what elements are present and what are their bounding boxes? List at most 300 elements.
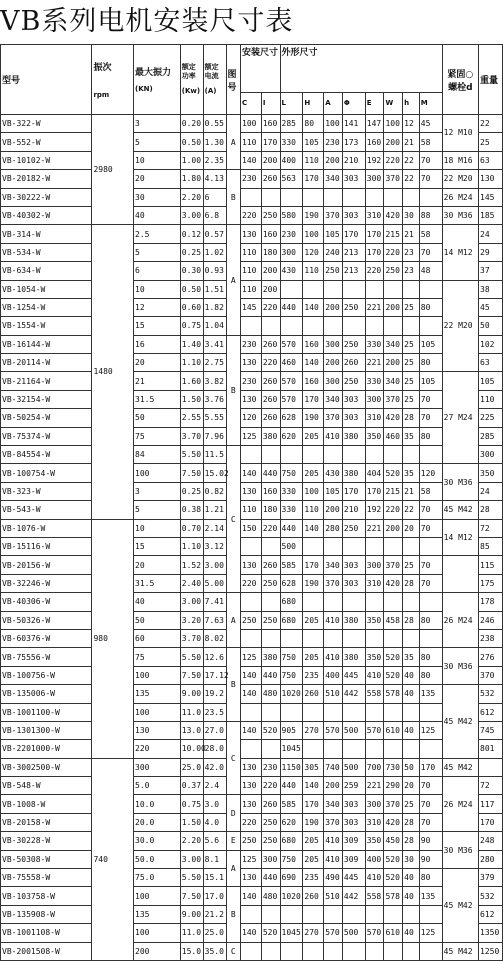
table-row <box>1 740 503 758</box>
dim-cell: 440 <box>280 777 303 795</box>
bolt-cell: 30 M36 <box>442 648 478 685</box>
dim-cell: 290 <box>384 777 403 795</box>
force-cell: 40 <box>134 206 181 224</box>
dim-cell: 28 <box>403 813 420 831</box>
dim-cell: 190 <box>303 409 324 427</box>
weight-cell: 276 <box>479 648 503 666</box>
model-cell: VB-1001100-W <box>1 703 92 721</box>
weight-cell: 370 <box>479 666 503 684</box>
dim-cell <box>241 537 262 555</box>
weight-cell: 29 <box>479 243 503 261</box>
weight-cell: 110 <box>479 390 503 408</box>
col-power-unit: (Kw) <box>181 87 201 95</box>
dim-cell: 221 <box>365 519 384 537</box>
dim-cell: 140 <box>241 666 262 684</box>
force-cell: 20 <box>134 170 181 188</box>
figure-cell: C <box>226 446 241 593</box>
dim-cell: 303 <box>342 556 365 574</box>
dim-cell: 220 <box>241 206 262 224</box>
current-cell: 42.0 <box>203 758 226 776</box>
force-cell: 31.5 <box>134 390 181 408</box>
model-cell: VB-103758-W <box>1 887 92 905</box>
weight-cell: 1250 <box>479 942 503 960</box>
current-cell: 4.13 <box>203 170 226 188</box>
col-dim-0: C <box>241 93 262 115</box>
bolt-cell: 27 M24 <box>442 372 478 464</box>
dim-cell: 563 <box>280 170 303 188</box>
dim-cell: 500 <box>280 537 303 555</box>
weight-cell: 38 <box>479 280 503 298</box>
bolt-cell: 14 M12 <box>442 225 478 280</box>
dim-cell: 340 <box>324 556 343 574</box>
weight-cell: 24 <box>479 482 503 500</box>
dim-cell: 610 <box>384 721 403 739</box>
dim-cell: 70 <box>419 574 442 592</box>
dim-cell: 147 <box>365 115 384 133</box>
dim-cell: 110 <box>241 243 262 261</box>
dim-cell: 160 <box>303 335 324 353</box>
dim-cell: 70 <box>419 501 442 519</box>
dim-cell <box>280 942 303 960</box>
dim-cell: 130 <box>241 556 262 574</box>
dim-cell: 110 <box>241 133 262 151</box>
dim-cell: 420 <box>384 206 403 224</box>
dim-cell: 250 <box>261 611 280 629</box>
dim-cell: 170 <box>365 225 384 243</box>
dim-cell: 28 <box>403 574 420 592</box>
power-cell: 0.12 <box>180 225 203 243</box>
dim-cell: 430 <box>280 262 303 280</box>
model-cell: VB-548-W <box>1 777 92 795</box>
force-cell: 20.0 <box>134 813 181 831</box>
dim-cell: 370 <box>384 556 403 574</box>
dim-cell: 20 <box>403 777 420 795</box>
force-cell: 75 <box>134 648 181 666</box>
dim-cell: 270 <box>303 721 324 739</box>
dim-cell: 135 <box>419 685 442 703</box>
current-cell: 28.0 <box>203 740 226 758</box>
dim-cell <box>342 703 365 721</box>
dim-cell: 200 <box>261 151 280 169</box>
dim-cell <box>324 629 343 647</box>
power-cell: 11.0 <box>180 703 203 721</box>
current-cell: 25.0 <box>203 924 226 942</box>
dim-cell: 205 <box>303 832 324 850</box>
dim-cell: 190 <box>303 813 324 831</box>
bolt-cell: 12 M10 <box>442 115 478 152</box>
dim-cell: 570 <box>280 335 303 353</box>
dim-cell: 450 <box>384 832 403 850</box>
dim-cell: 70 <box>419 170 442 188</box>
dim-cell: 460 <box>280 354 303 372</box>
power-cell: 1.50 <box>180 813 203 831</box>
force-cell: 20 <box>134 354 181 372</box>
power-cell: 0.30 <box>180 262 203 280</box>
dim-cell: 192 <box>365 151 384 169</box>
dim-cell: 300 <box>365 795 384 813</box>
current-cell: 3.00 <box>203 556 226 574</box>
dim-cell <box>241 446 262 464</box>
model-cell: VB-1001108-W <box>1 924 92 942</box>
dim-cell: 180 <box>261 501 280 519</box>
dim-cell: 205 <box>303 611 324 629</box>
table-row <box>1 409 503 427</box>
weight-cell: 246 <box>479 611 503 629</box>
figure-cell: B <box>226 335 241 445</box>
table-body <box>1 115 503 961</box>
dim-cell: 303 <box>342 409 365 427</box>
dim-cell: 140 <box>241 887 262 905</box>
dim-cell: 105 <box>303 133 324 151</box>
dim-cell <box>403 905 420 923</box>
model-cell: VB-100754-W <box>1 464 92 482</box>
table-row <box>1 115 503 133</box>
dim-cell <box>303 703 324 721</box>
force-cell: 100 <box>134 924 181 942</box>
power-cell: 3.00 <box>180 206 203 224</box>
dim-cell: 750 <box>280 648 303 666</box>
dim-cell: 520 <box>384 666 403 684</box>
current-cell: 0.82 <box>203 482 226 500</box>
dim-cell: 230 <box>280 225 303 243</box>
model-cell: VB-50308-W <box>1 850 92 868</box>
table-row <box>1 685 503 703</box>
weight-cell: 178 <box>479 593 503 611</box>
dim-cell: 200 <box>324 354 343 372</box>
table-row <box>1 427 503 445</box>
dim-cell: 140 <box>303 298 324 316</box>
dim-cell <box>365 629 384 647</box>
dim-cell: 440 <box>261 464 280 482</box>
dim-cell: 430 <box>324 464 343 482</box>
dim-cell: 221 <box>365 777 384 795</box>
table-row <box>1 721 503 739</box>
dim-cell: 458 <box>384 611 403 629</box>
model-cell: VB-32246-W <box>1 574 92 592</box>
dim-cell <box>384 740 403 758</box>
model-cell: VB-2201000-W <box>1 740 92 758</box>
dim-cell <box>384 280 403 298</box>
dim-cell: 25 <box>403 335 420 353</box>
dim-cell: 21 <box>403 225 420 243</box>
dim-cell <box>280 905 303 923</box>
model-cell: VB-32154-W <box>1 390 92 408</box>
dim-cell <box>324 905 343 923</box>
dim-cell: 250 <box>342 335 365 353</box>
dim-cell: 309 <box>342 832 365 850</box>
bolt-cell: 45 M42 <box>442 501 478 519</box>
col-dim-1: I <box>261 93 280 115</box>
current-cell: 15.1 <box>203 869 226 887</box>
dim-cell <box>342 446 365 464</box>
dim-cell: 260 <box>261 556 280 574</box>
power-cell: 1.80 <box>180 170 203 188</box>
force-cell: 15 <box>134 537 181 555</box>
dim-cell: 380 <box>342 464 365 482</box>
dim-cell: 120 <box>303 243 324 261</box>
dim-cell: 370 <box>324 206 343 224</box>
current-cell: 5.6 <box>203 832 226 850</box>
dim-cell: 330 <box>280 133 303 151</box>
weight-cell: 532 <box>479 685 503 703</box>
col-outer: 外形尺寸 <box>280 45 442 93</box>
dim-cell: 480 <box>261 887 280 905</box>
dim-cell: 140 <box>303 777 324 795</box>
dim-cell: 260 <box>303 685 324 703</box>
dim-cell: 300 <box>365 170 384 188</box>
dim-cell: 410 <box>324 648 343 666</box>
model-cell: VB-10102-W <box>1 151 92 169</box>
dim-cell <box>384 703 403 721</box>
dim-cell <box>384 317 403 335</box>
dim-cell: 300 <box>280 243 303 261</box>
dim-cell <box>280 280 303 298</box>
dim-cell <box>342 188 365 206</box>
dim-cell <box>261 629 280 647</box>
figure-cell: B <box>226 170 241 225</box>
dim-cell: 20 <box>403 519 420 537</box>
dim-cell: 340 <box>384 335 403 353</box>
dim-cell <box>261 593 280 611</box>
dim-cell: 70 <box>419 795 442 813</box>
figure-cell: A <box>226 115 241 170</box>
current-cell: 27.0 <box>203 721 226 739</box>
dim-cell: 250 <box>261 813 280 831</box>
force-cell: 50.0 <box>134 850 181 868</box>
power-cell: 1.40 <box>180 335 203 353</box>
dim-cell: 259 <box>342 777 365 795</box>
dim-cell: 230 <box>261 758 280 776</box>
force-cell: 100 <box>134 703 181 721</box>
dim-cell: 220 <box>365 262 384 280</box>
force-cell: 15 <box>134 317 181 335</box>
bolt-cell: 45 M42 <box>442 869 478 943</box>
dim-cell: 110 <box>303 501 324 519</box>
table-row <box>1 298 503 316</box>
force-cell: 200 <box>134 942 181 960</box>
table-row <box>1 703 503 721</box>
dim-cell: 35 <box>403 464 420 482</box>
dim-cell: 200 <box>384 298 403 316</box>
col-figure: 图号 <box>226 45 241 115</box>
dim-cell: 350 <box>365 427 384 445</box>
dim-cell: 80 <box>419 611 442 629</box>
dim-cell <box>384 629 403 647</box>
dim-cell: 310 <box>365 813 384 831</box>
dim-cell <box>419 317 442 335</box>
dim-cell: 220 <box>261 777 280 795</box>
weight-cell: 379 <box>479 869 503 887</box>
table-row <box>1 335 503 353</box>
spec-table <box>0 44 503 961</box>
current-cell: 17.12 <box>203 666 226 684</box>
dim-cell: 180 <box>261 243 280 261</box>
current-cell: 35.0 <box>203 942 226 960</box>
dim-cell: 40 <box>403 721 420 739</box>
dim-cell: 80 <box>419 869 442 887</box>
force-cell: 31.5 <box>134 574 181 592</box>
dim-cell: 220 <box>261 354 280 372</box>
dim-cell <box>365 703 384 721</box>
dim-cell: 170 <box>261 133 280 151</box>
col-dim-9: M <box>419 93 442 115</box>
dim-cell: 130 <box>241 482 262 500</box>
dim-cell: 300 <box>365 390 384 408</box>
dim-cell: 40 <box>403 666 420 684</box>
col-dim-4: A <box>324 93 343 115</box>
dim-cell: 280 <box>324 519 343 537</box>
force-cell: 130 <box>134 721 181 739</box>
current-cell: 0.93 <box>203 262 226 280</box>
weight-cell: 175 <box>479 574 503 592</box>
dim-cell: 330 <box>365 372 384 390</box>
dim-cell: 350 <box>365 648 384 666</box>
dim-cell: 22 <box>403 501 420 519</box>
dim-cell: 305 <box>303 758 324 776</box>
weight-cell: 117 <box>479 795 503 813</box>
dim-cell: 110 <box>303 262 324 280</box>
dim-cell: 25 <box>403 354 420 372</box>
table-row <box>1 869 503 887</box>
weight-cell: 50 <box>479 317 503 335</box>
weight-cell: 63 <box>479 151 503 169</box>
dim-cell: 260 <box>261 795 280 813</box>
dim-cell <box>324 280 343 298</box>
force-cell: 135 <box>134 685 181 703</box>
table-row <box>1 317 503 335</box>
dim-cell: 100 <box>303 225 324 243</box>
bolt-cell: 45 M42 <box>442 942 478 960</box>
dim-cell: 58 <box>419 482 442 500</box>
dim-cell: 80 <box>419 648 442 666</box>
dim-cell: 730 <box>384 758 403 776</box>
model-cell: VB-100756-W <box>1 666 92 684</box>
dim-cell: 750 <box>280 464 303 482</box>
table-row <box>1 850 503 868</box>
dim-cell: 205 <box>303 648 324 666</box>
dim-cell <box>324 317 343 335</box>
force-cell: 30.0 <box>134 832 181 850</box>
dim-cell: 213 <box>342 262 365 280</box>
dim-cell: 130 <box>241 758 262 776</box>
model-cell: VB-16144-W <box>1 335 92 353</box>
power-cell: 13.0 <box>180 721 203 739</box>
dim-cell: 220 <box>241 574 262 592</box>
current-cell: 7.96 <box>203 427 226 445</box>
model-cell: VB-15116-W <box>1 537 92 555</box>
model-cell: VB-20158-W <box>1 813 92 831</box>
dim-cell: 585 <box>280 556 303 574</box>
dim-cell <box>342 740 365 758</box>
power-cell: 1.60 <box>180 372 203 390</box>
dim-cell <box>365 280 384 298</box>
dim-cell: 420 <box>384 574 403 592</box>
dim-cell: 170 <box>419 758 442 776</box>
power-cell: 1.52 <box>180 556 203 574</box>
dim-cell: 500 <box>342 758 365 776</box>
current-cell: 0.55 <box>203 115 226 133</box>
dim-cell: 200 <box>384 354 403 372</box>
dim-cell: 410 <box>324 611 343 629</box>
force-cell: 21 <box>134 372 181 390</box>
dim-cell: 200 <box>324 501 343 519</box>
dim-cell: 25 <box>403 390 420 408</box>
weight-cell: 532 <box>479 887 503 905</box>
dim-cell: 370 <box>384 170 403 188</box>
dim-cell: 340 <box>324 390 343 408</box>
model-cell: VB-50254-W <box>1 409 92 427</box>
dim-cell: 200 <box>324 151 343 169</box>
dim-cell: 100 <box>324 115 343 133</box>
table-row <box>1 446 503 464</box>
dim-cell: 25 <box>403 372 420 390</box>
force-cell: 16 <box>134 335 181 353</box>
dim-cell: 260 <box>261 335 280 353</box>
weight-cell: 145 <box>479 188 503 206</box>
dim-cell: 140 <box>241 151 262 169</box>
dim-cell <box>342 280 365 298</box>
dim-cell: 220 <box>384 501 403 519</box>
dim-cell: 40 <box>403 924 420 942</box>
dim-cell: 28 <box>403 611 420 629</box>
dim-cell: 570 <box>324 721 343 739</box>
col-dim-6: E <box>365 93 384 115</box>
model-cell: VB-135908-W <box>1 905 92 923</box>
weight-cell: 115 <box>479 556 503 574</box>
force-cell: 5.0 <box>134 777 181 795</box>
power-cell: 0.38 <box>180 501 203 519</box>
dim-cell: 35 <box>403 648 420 666</box>
table-row <box>1 280 503 298</box>
model-cell: VB-20114-W <box>1 354 92 372</box>
force-cell: 100 <box>134 887 181 905</box>
weight-cell: 238 <box>479 629 503 647</box>
dim-cell: 100 <box>303 482 324 500</box>
dim-cell <box>365 317 384 335</box>
dim-cell: 170 <box>342 225 365 243</box>
dim-cell: 250 <box>261 206 280 224</box>
dim-cell <box>280 703 303 721</box>
dim-cell <box>241 317 262 335</box>
dim-cell: 22 <box>403 170 420 188</box>
force-cell: 135 <box>134 905 181 923</box>
dim-cell: 380 <box>342 611 365 629</box>
dim-cell <box>261 740 280 758</box>
dim-cell: 110 <box>241 262 262 280</box>
dim-cell: 130 <box>241 354 262 372</box>
table-row <box>1 464 503 482</box>
dim-cell: 570 <box>280 372 303 390</box>
col-current <box>203 45 226 115</box>
dim-cell <box>303 317 324 335</box>
dim-cell: 58 <box>419 225 442 243</box>
weight-cell: 248 <box>479 832 503 850</box>
power-cell: 0.50 <box>180 133 203 151</box>
dim-cell <box>419 629 442 647</box>
col-max-force-unit: (KN) <box>135 84 153 93</box>
dim-cell: 570 <box>324 924 343 942</box>
dim-cell: 380 <box>342 648 365 666</box>
weight-cell: 225 <box>479 409 503 427</box>
force-cell: 5 <box>134 243 181 261</box>
bolt-cell <box>442 556 478 593</box>
dim-cell <box>342 593 365 611</box>
dim-cell: 303 <box>342 795 365 813</box>
power-cell: 0.75 <box>180 795 203 813</box>
weight-cell: 745 <box>479 721 503 739</box>
dim-cell: 303 <box>342 813 365 831</box>
bolt-cell: 22 M20 <box>442 170 478 188</box>
